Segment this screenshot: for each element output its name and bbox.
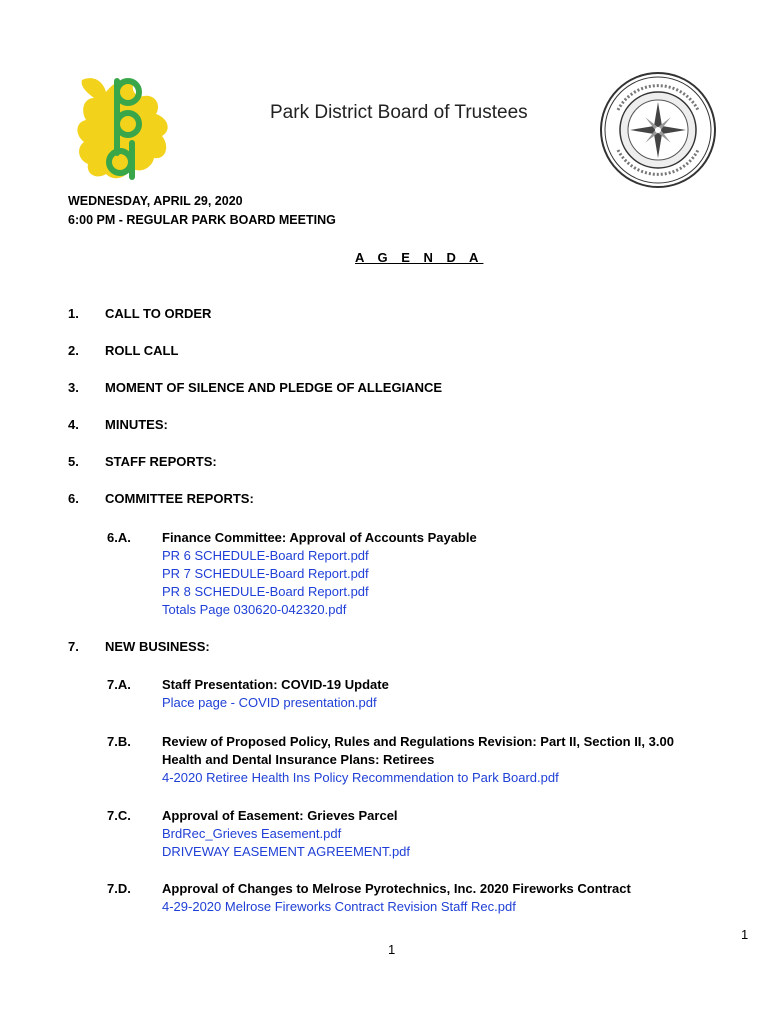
- item-minutes: MINUTES:: [105, 417, 168, 432]
- subitem-policy-revision-line2: Health and Dental Insurance Plans: Retirees: [162, 752, 435, 767]
- subitem-number: 7.D.: [107, 881, 131, 896]
- pdf-link[interactable]: Place page - COVID presentation.pdf: [162, 695, 377, 710]
- pdf-link[interactable]: PR 6 SCHEDULE-Board Report.pdf: [162, 548, 369, 563]
- subitem-fireworks-contract: Approval of Changes to Melrose Pyrotechnics, Inc. 2020 Fireworks Contract: [162, 881, 631, 896]
- item-number: 1.: [68, 306, 79, 321]
- subitem-policy-revision: Review of Proposed Policy, Rules and Regulations Revision: Part II, Section II, 3.00: [162, 734, 674, 749]
- agenda-heading: A G E N D A: [355, 250, 484, 265]
- item-number: 2.: [68, 343, 79, 358]
- pdf-link[interactable]: PR 8 SCHEDULE-Board Report.pdf: [162, 584, 369, 599]
- subitem-easement: Approval of Easement: Grieves Parcel: [162, 808, 398, 823]
- meeting-date: WEDNESDAY, APRIL 29, 2020: [68, 194, 243, 208]
- item-call-to-order: CALL TO ORDER: [105, 306, 212, 321]
- subitem-finance-committee: Finance Committee: Approval of Accounts Payable: [162, 530, 477, 545]
- item-number: 5.: [68, 454, 79, 469]
- pdf-link[interactable]: PR 7 SCHEDULE-Board Report.pdf: [162, 566, 369, 581]
- national-gold-medal-seal-icon: [598, 70, 718, 190]
- pdf-link[interactable]: DRIVEWAY EASEMENT AGREEMENT.pdf: [162, 844, 411, 859]
- subitem-number: 6.A.: [107, 530, 131, 545]
- item-roll-call: ROLL CALL: [105, 343, 179, 358]
- subitem-number: 7.A.: [107, 677, 131, 692]
- subitem-number: 7.B.: [107, 734, 131, 749]
- item-number: 7.: [68, 639, 79, 654]
- pdf-link[interactable]: 4-29-2020 Melrose Fireworks Contract Revision Staff Rec.pdf: [162, 899, 516, 914]
- page-number-center: 1: [388, 942, 396, 957]
- park-district-leaf-logo: [74, 70, 184, 190]
- subitem-number: 7.C.: [107, 808, 131, 823]
- document-title: Park District Board of Trustees: [270, 102, 528, 123]
- pdf-link[interactable]: 4-2020 Retiree Health Ins Policy Recommendation to Park Board.pdf: [162, 770, 559, 785]
- page-number-right: 1: [741, 927, 749, 942]
- item-committee-reports: COMMITTEE REPORTS:: [105, 491, 254, 506]
- subitem-covid-update: Staff Presentation: COVID-19 Update: [162, 677, 389, 692]
- pdf-link[interactable]: Totals Page 030620-042320.pdf: [162, 602, 347, 617]
- pdf-link[interactable]: BrdRec_Grieves Easement.pdf: [162, 826, 342, 841]
- item-number: 3.: [68, 380, 79, 395]
- meeting-time: 6:00 PM - REGULAR PARK BOARD MEETING: [68, 213, 336, 227]
- item-number: 4.: [68, 417, 79, 432]
- item-number: 6.: [68, 491, 79, 506]
- item-new-business: NEW BUSINESS:: [105, 639, 210, 654]
- item-pledge: MOMENT OF SILENCE AND PLEDGE OF ALLEGIANCE: [105, 380, 443, 395]
- item-staff-reports: STAFF REPORTS:: [105, 454, 217, 469]
